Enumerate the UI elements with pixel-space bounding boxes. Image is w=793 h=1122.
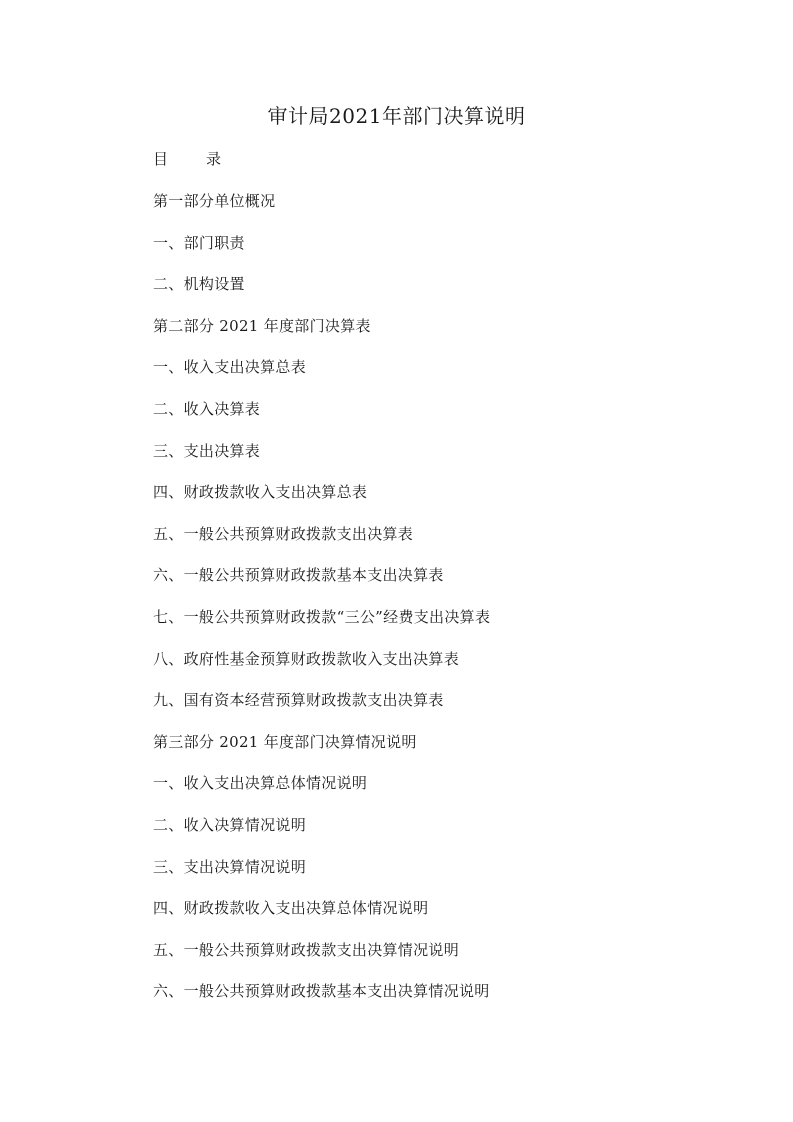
toc-item-government-fund: 八、政府性基金预算财政拨款收入支出决算表 bbox=[153, 649, 460, 668]
toc-item-general-budget-explanation: 五、一般公共预算财政拨款支出决算情况说明 bbox=[153, 940, 460, 959]
toc-item-fiscal-explanation: 四、财政拨款收入支出决算总体情况说明 bbox=[153, 899, 429, 918]
toc-item-income-table: 二、收入决算表 bbox=[153, 399, 261, 418]
toc-heading bbox=[153, 148, 221, 170]
toc-item-fiscal-summary: 四、财政拨款收入支出决算总表 bbox=[153, 483, 368, 502]
toc-item-general-budget-expense: 五、一般公共预算财政拨款支出决算表 bbox=[153, 524, 414, 543]
toc-item-part-1: 第一部分单位概况 bbox=[153, 192, 276, 210]
document-title: 审计局2021年部门决算说明 bbox=[267, 104, 526, 128]
toc-item-expense-explanation: 三、支出决算情况说明 bbox=[153, 857, 307, 876]
toc-item-part-3: 第三部分 2021 年度部门决算情况说明 bbox=[153, 732, 417, 751]
toc-item-state-capital: 九、国有资本经营预算财政拨款支出决算表 bbox=[153, 691, 444, 710]
toc-item-dept-duties: 一、部门职责 bbox=[153, 233, 245, 252]
toc-heading-left: 目 bbox=[153, 150, 169, 168]
toc-heading-right: 录 bbox=[206, 150, 222, 168]
toc-item-basic-expense-explanation: 六、一般公共预算财政拨款基本支出决算情况说明 bbox=[153, 982, 490, 1001]
toc-item-expense-table: 三、支出决算表 bbox=[153, 441, 261, 460]
toc-item-overall-explanation: 一、收入支出决算总体情况说明 bbox=[153, 774, 368, 793]
toc-item-three-public-expenses: 七、一般公共预算财政拨款“三公”经费支出决算表 bbox=[153, 607, 491, 626]
toc-item-income-expense-summary: 一、收入支出决算总表 bbox=[153, 358, 307, 377]
toc-item-income-explanation: 二、收入决算情况说明 bbox=[153, 815, 307, 834]
table-of-contents bbox=[153, 190, 673, 1022]
toc-item-org-setup: 二、机构设置 bbox=[153, 275, 245, 294]
toc-item-general-budget-basic-expense: 六、一般公共预算财政拨款基本支出决算表 bbox=[153, 566, 444, 585]
toc-item-part-2: 第二部分 2021 年度部门决算表 bbox=[153, 316, 371, 335]
